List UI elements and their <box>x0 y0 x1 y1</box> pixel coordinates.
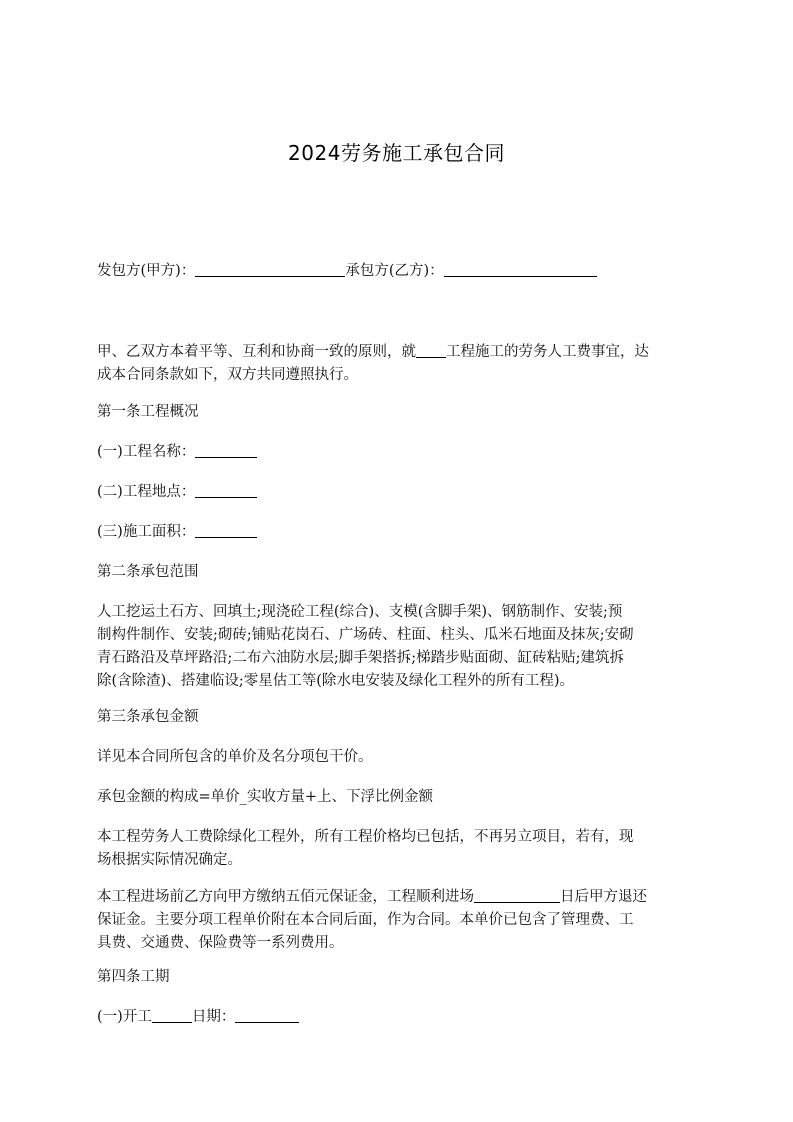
construction-area-line <box>97 520 717 544</box>
parties-line <box>97 259 717 283</box>
deposit-days-blank[interactable] <box>474 887 560 903</box>
deposit-text-b: 日后甲方退还 <box>560 889 647 905</box>
scope-line-3: 青石路沿及草坪路沿;二布六油防水层;脚手架搭拆;梯踏步贴面砌、缸砖粘贴;建筑拆 <box>97 650 625 666</box>
scope-line-4: 除(含除渣)、搭建临设;零星估工等(除水电安装及绿化工程外的所有工程)。 <box>97 673 575 689</box>
intro-text-a: 甲、乙双方本着平等、互利和协商一致的原则，就 <box>97 344 416 360</box>
party-a-label: 发包方(甲方)： <box>97 263 196 279</box>
construction-area-field[interactable] <box>195 522 257 538</box>
project-location-label: (二)工程地点： <box>97 484 196 500</box>
labor-cost-line-1: 本工程劳务人工费除绿化工程外，所有工程价格均已包括，不再另立项目，若有，现 <box>97 829 634 845</box>
party-a-blank[interactable] <box>195 261 345 277</box>
start-label: (一)开工 <box>97 1009 152 1025</box>
article-1-heading: 第一条工程概况 <box>97 404 199 420</box>
amount-formula-line: 承包金额的构成=单价_实收方量+上、下浮比例金额 <box>97 789 434 805</box>
start-blank[interactable] <box>152 1007 192 1023</box>
scope-line-2: 制构件制作、安装;砌砖;铺贴花岗石、广场砖、柱面、柱头、瓜米石地面及抹灰;安砌 <box>97 627 634 643</box>
labor-cost-line-2: 场根据实际情况确定。 <box>97 852 242 868</box>
project-name-field[interactable] <box>195 442 257 458</box>
intro-text-b: 工程施工的劳务人工费事宜，达 <box>446 344 649 360</box>
intro-line-1 <box>97 340 717 364</box>
start-date-field[interactable] <box>235 1007 299 1023</box>
scope-line-1: 人工挖运土石方、回填土;现浇砼工程(综合)、支模(含脚手架)、钢筋制作、安装;预 <box>97 604 623 620</box>
intro-line-2: 成本合同条款如下，双方共同遵照执行。 <box>97 367 358 383</box>
start-date-line <box>97 1005 717 1029</box>
project-location-line <box>97 480 717 504</box>
document-title: 2024劳务施工承包合同 <box>288 141 505 165</box>
project-location-field[interactable] <box>195 482 257 498</box>
deposit-text-a: 本工程进场前乙方向甲方缴纳五佰元保证金，工程顺利进场 <box>97 889 474 905</box>
project-name-blank[interactable] <box>416 342 446 358</box>
construction-area-label: (三)施工面积： <box>97 524 196 540</box>
project-name-line <box>97 440 717 464</box>
amount-detail-line: 详见本合同所包含的单价及名分项包干价。 <box>97 749 373 765</box>
deposit-line-3: 具费、交通费、保险费等一系列费用。 <box>97 935 344 951</box>
article-4-heading: 第四条工期 <box>97 969 170 985</box>
party-b-label: 承包方(乙方)： <box>345 263 444 279</box>
party-b-blank[interactable] <box>444 261 597 277</box>
deposit-line-1 <box>97 885 717 909</box>
article-2-heading: 第二条承包范围 <box>97 564 199 580</box>
project-name-label: (一)工程名称： <box>97 444 196 460</box>
deposit-line-2: 保证金。主要分项工程单价附在本合同后面，作为合同。本单价已包含了管理费、工 <box>97 912 634 928</box>
date-label: 日期： <box>191 1009 236 1025</box>
article-3-heading: 第三条承包金额 <box>97 709 199 725</box>
